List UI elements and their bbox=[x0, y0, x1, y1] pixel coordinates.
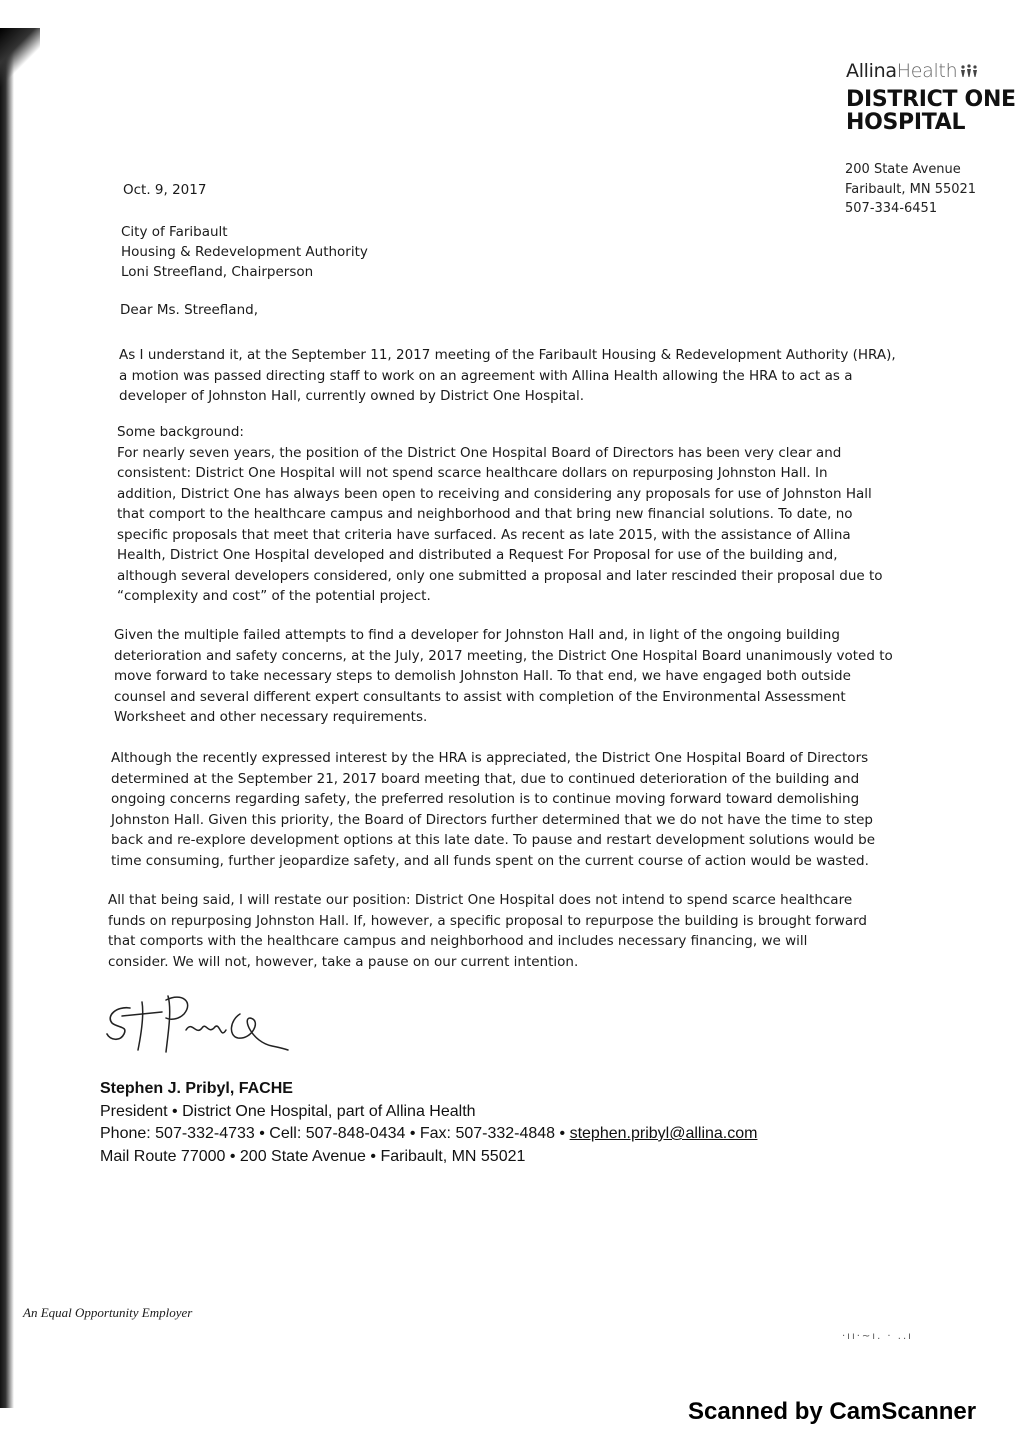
body-line: time consuming, further jeopardize safety, and all funds spent on the current course of action would be wasted. bbox=[111, 852, 869, 869]
paragraph-position bbox=[108, 890, 867, 972]
paragraph-background bbox=[117, 422, 883, 607]
body-line: Given the multiple failed attempts to find a developer for Johnston Hall and, in light of the ongoing building bbox=[114, 627, 840, 643]
body-line: that comports with the healthcare campus and neighborhood and includes necessary financing, we will bbox=[108, 933, 808, 949]
recipient-line: Housing & Redevelopment Authority bbox=[121, 244, 368, 260]
address-street: 200 State Avenue bbox=[845, 162, 961, 177]
body-line: deterioration and safety concerns, at the July, 2017 meeting, the District One Hospital Board unanimously voted to bbox=[114, 647, 893, 664]
body-line: For nearly seven years, the position of the District One Hospital Board of Directors has been very clear and bbox=[117, 444, 842, 461]
body-line: funds on repurposing Johnston Hall. If, however, a specific proposal to repurpose the building is brought forward bbox=[108, 912, 867, 929]
letterhead-brand bbox=[846, 60, 1021, 134]
hospital-address bbox=[845, 160, 976, 219]
body-line: addition, District One has always been open to receiving and considering any proposals for use of Johnston Hall bbox=[117, 485, 872, 502]
body-line: a motion was passed directing staff to work on an agreement with Allina Health allowing the HRA to act as a bbox=[119, 367, 853, 384]
signer-contact-line bbox=[100, 1123, 757, 1146]
body-line: consider. We will not, however, take a pause on our current intention. bbox=[108, 953, 579, 970]
body-line: back and re-explore development options at this late date. To pause and restart development solutions would be bbox=[111, 832, 876, 848]
recipient-block bbox=[121, 222, 368, 282]
signer-phone: Phone: 507-332-4733 • Cell: 507-848-0434 • Fax: 507-332-4848 • bbox=[100, 1125, 570, 1142]
paragraph-board-decision bbox=[111, 748, 875, 871]
signer-email-link[interactable]: stephen.pribyl@allina.com bbox=[569, 1125, 758, 1142]
body-line: move forward to take necessary steps to demolish Johnston Hall. To that end, we have engaged both outside bbox=[114, 668, 851, 684]
recipient-line: Loni Streefland, Chairperson bbox=[121, 264, 314, 280]
scan-corner-fold bbox=[0, 28, 40, 88]
hospital-name-line1: DISTRICT ONE bbox=[846, 87, 1016, 112]
body-line: Worksheet and other necessary requirements. bbox=[114, 709, 428, 725]
address-city: Faribault, MN 55021 bbox=[845, 181, 977, 197]
body-line: ongoing concerns regarding safety, the preferred resolution is to continue moving forward toward demolishing bbox=[111, 791, 860, 807]
letter-date: Oct. 9, 2017 bbox=[123, 182, 207, 198]
allina-health-logo bbox=[846, 60, 1021, 82]
signer-mail-route: Mail Route 77000 • 200 State Avenue • Faribault, MN 55021 bbox=[100, 1147, 526, 1165]
handwritten-signature bbox=[102, 990, 302, 1060]
equal-opportunity-footer: An Equal Opportunity Employer bbox=[23, 1305, 193, 1320]
signer-name: Stephen J. Pribyl, FACHE bbox=[100, 1080, 293, 1097]
hospital-name bbox=[846, 88, 1021, 134]
paragraph-intro bbox=[119, 345, 896, 407]
body-line: developer of Johnston Hall, currently owned by District One Hospital. bbox=[119, 388, 585, 404]
body-line: specific proposals that meet that criteria have surfaced. As recent as late 2015, with the assistance of Allina bbox=[117, 526, 851, 543]
body-line: Johnston Hall. Given this priority, the Board of Directors further determined that we do not have the time to step bbox=[111, 811, 873, 828]
body-line: Although the recently expressed interest by the HRA is appreciated, the District One Hospital Board of Directors bbox=[111, 750, 869, 766]
address-phone: 507-334-6451 bbox=[845, 201, 938, 216]
paragraph-demolition bbox=[114, 625, 893, 728]
body-line: determined at the September 21, 2017 board meeting that, due to continued deterioration of the building and bbox=[111, 770, 860, 787]
signature-block bbox=[100, 1078, 757, 1168]
camscanner-watermark: Scanned by CamScanner bbox=[688, 1398, 977, 1425]
body-line: although several developers considered, only one submitted a proposal and later rescinded their proposal due to bbox=[117, 567, 883, 584]
recipient-line: City of Faribault bbox=[121, 224, 228, 240]
salutation: Dear Ms. Streefland, bbox=[120, 302, 258, 318]
brand-allina: Allina bbox=[846, 60, 897, 82]
body-line: counsel and several different expert consultants to assist with completion of the Environmental Assessment bbox=[114, 688, 846, 705]
body-line: “complexity and cost” of the potential project. bbox=[117, 588, 431, 604]
allina-figures-icon bbox=[960, 64, 978, 78]
hospital-name-line2: HOSPITAL bbox=[846, 110, 966, 135]
body-line: All that being said, I will restate our position: District One Hospital does not intend to spend scarce healthcare bbox=[108, 892, 853, 908]
brand-health: Health bbox=[896, 60, 958, 82]
scan-edge-shadow bbox=[0, 28, 14, 1408]
body-line: consistent: District One Hospital will not spend scarce healthcare dollars on repurposing Johnston Hall. In bbox=[117, 465, 828, 481]
body-line: that comport to the healthcare campus and neighborhood and that bring new financial solutions. To date, no bbox=[117, 506, 853, 522]
body-line: As I understand it, at the September 11, 2017 meeting of the Faribault Housing & Redevelopment Authority (HRA), bbox=[119, 347, 896, 363]
signer-title: President • District One Hospital, part of Allina Health bbox=[100, 1102, 476, 1120]
body-line: Some background: bbox=[117, 424, 244, 440]
scan-artifact: ·ıı·~ı. · ..ı bbox=[842, 1331, 913, 1342]
body-line: Health, District One Hospital developed and distributed a Request For Proposal for use of the building and, bbox=[117, 547, 838, 563]
